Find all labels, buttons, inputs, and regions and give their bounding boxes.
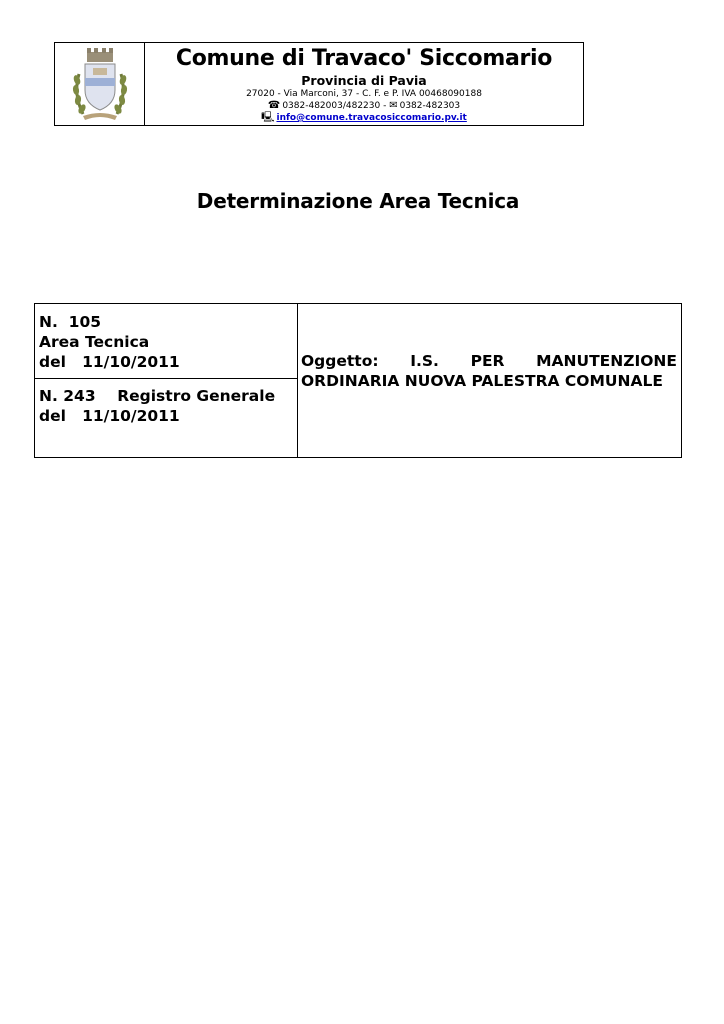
registry-left-column [35, 304, 298, 457]
province-name: Provincia di Pavia [301, 73, 427, 88]
letterhead [54, 42, 584, 126]
email-line [145, 112, 583, 124]
fax-icon: ✉ [389, 100, 398, 111]
area-date: del 11/10/2011 [39, 353, 180, 371]
subject-line-1 [301, 351, 677, 371]
area-number: N. 105 [39, 313, 102, 331]
area-name: Area Tecnica [39, 333, 150, 351]
general-date: del 11/10/2011 [39, 407, 180, 425]
phone-icon: ☎ [267, 100, 281, 111]
municipality-name: Comune di Travaco' Siccomario [175, 46, 553, 71]
subject-word: MANUTENZIONE [536, 352, 677, 370]
subject-word: PER [470, 352, 505, 370]
address-line: 27020 - Via Marconi, 37 - C. F. e P. IVA 00468090188 [246, 89, 482, 99]
letterhead-text [145, 43, 583, 125]
phone-fax-line [145, 100, 583, 112]
registry-table [34, 303, 682, 458]
general-registry-cell [35, 379, 297, 426]
area-registry-cell [35, 304, 297, 379]
email-link[interactable]: info@comune.travacosiccomario.pv.it [276, 113, 467, 123]
subject-word: Oggetto: [301, 352, 379, 370]
subject-cell [298, 304, 681, 457]
subject-line-2: ORDINARIA NUOVA PALESTRA COMUNALE [301, 372, 663, 390]
crest-emblem-icon [69, 44, 131, 124]
phone-numbers: 0382-482003/482230 - [282, 101, 387, 111]
computer-icon: 🖳 [261, 112, 275, 123]
subject-word: I.S. [410, 352, 439, 370]
fax-number: 0382-482303 [399, 101, 461, 111]
document-title: Determinazione Area Tecnica [196, 189, 520, 213]
crest-cell [55, 43, 145, 125]
general-number: N. 243 Registro Generale [39, 387, 276, 405]
